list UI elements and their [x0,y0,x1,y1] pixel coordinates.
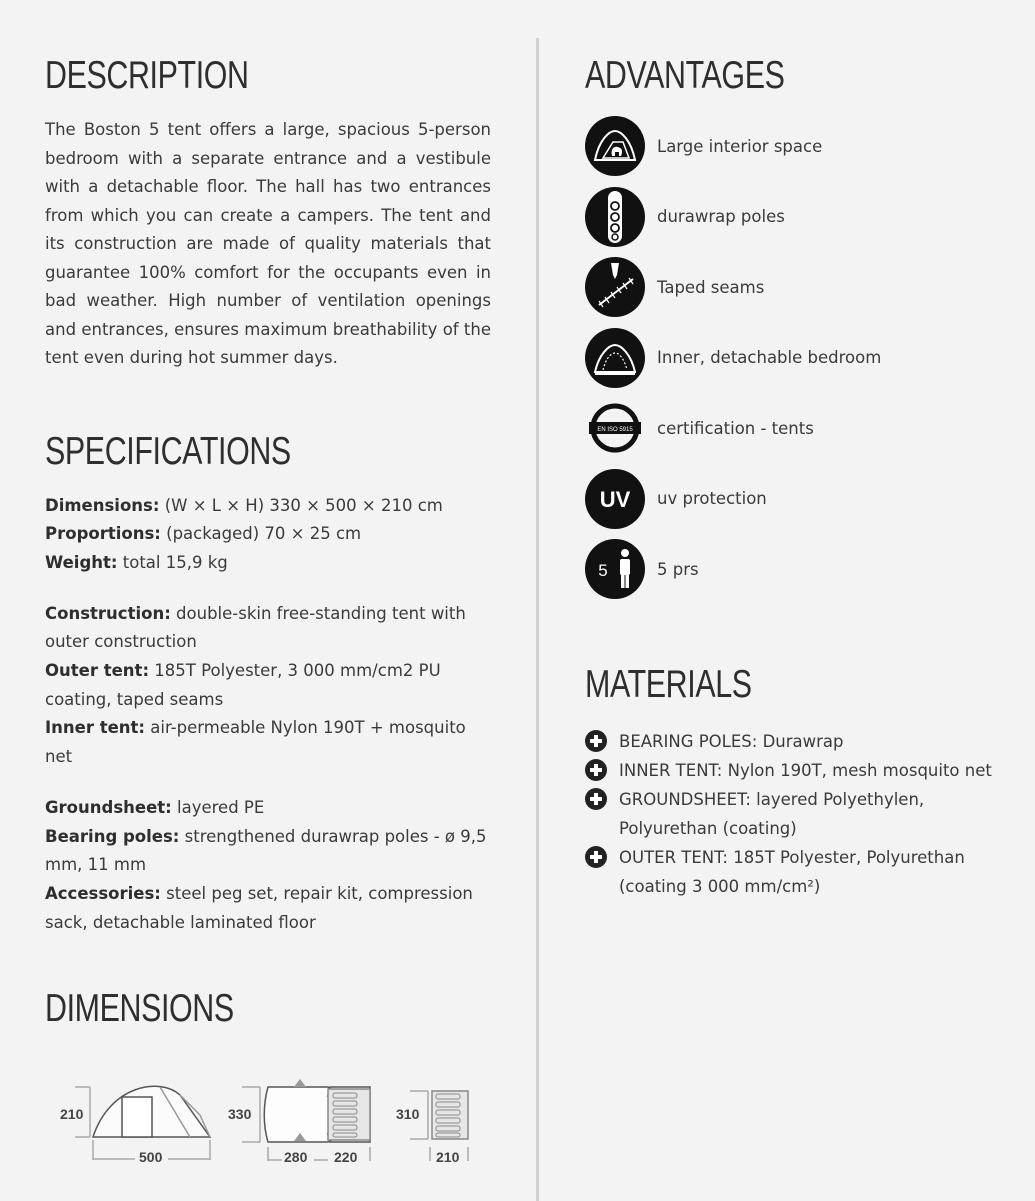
material-text: INNER TENT: Nylon 190T, mesh mosquito net [619,761,992,780]
advantage-item [585,539,1025,599]
uv-badge-text: UV [599,486,631,512]
advantage-item [585,187,1025,247]
material-item [585,843,1025,901]
spec-bearing-poles: Bearing poles: strengthened durawrap poles - ø 9,5 mm, 11 mm [45,826,487,875]
spec-construction: Construction: double-skin free-standing tent with outer construction [45,603,466,652]
column-divider [536,38,539,1201]
side-height-label: 210 [60,1106,84,1122]
tent-dimensions-drawing [50,1075,480,1170]
advantages-section [585,50,1025,599]
durawrap-poles-icon [585,187,645,247]
bed-width-label: 310 [396,1106,420,1122]
spec-group-construction [45,600,491,772]
description-heading: DESCRIPTION [45,54,249,97]
inner-bedroom-icon [585,328,645,388]
advantage-label: Inner, detachable bedroom [657,348,882,367]
material-item [585,785,1025,843]
persons-icon [585,539,645,599]
advantage-item [585,398,1025,458]
uv-protection-icon [585,469,645,529]
certification-badge-text: EN ISO 5915 [597,427,633,433]
spec-group-accessories [45,794,491,938]
advantage-label: durawrap poles [657,207,785,226]
material-text: GROUNDSHEET: layered Polyethylen, Polyurethan (coating) [619,790,925,838]
materials-heading: MATERIALS [585,663,752,706]
specifications-list [45,492,491,938]
plus-circle-icon [585,759,607,781]
left-column [45,50,491,1035]
advantage-item [585,328,1025,388]
top-vestibule-label: 280 [284,1149,308,1165]
entrance-top-arrow [294,1079,306,1087]
spec-dimensions: Dimensions: (W × L × H) 330 × 500 × 210 cm [45,495,443,515]
advantage-label: uv protection [657,489,767,508]
advantage-label: certification - tents [657,418,814,438]
dimensions-section [45,983,491,1035]
spec-outer-tent: Outer tent: 185T Polyester, 3 000 mm/cm2 PU coating, taped seams [45,661,441,709]
top-bedroom-label: 220 [334,1149,358,1165]
spec-accessories: Accessories: steel peg set, repair kit, compression sack, detachable laminated floor [45,883,473,932]
description-text: The Boston 5 tent offers a large, spacious 5-person bedroom with a separate entrance and a vestibule with a detachable floor. The hall has two entrances from which you can create a campers. The tent and its construction are made of quality materials that guarantee 100% comfort for the occupants even in bad weather. High number of ventilation openings and entrances, ensures maximum breathability of the tent even during hot summer days. [45,120,491,367]
right-column [585,50,1025,901]
spec-inner-tent: Inner tent: air-permeable Nylon 190T + mosquito net [45,718,466,767]
side-length-label: 500 [139,1149,163,1165]
advantage-item [585,116,1025,176]
taped-seams-icon [585,257,645,317]
spec-proportions: Proportions: (packaged) 70 × 25 cm [45,524,362,544]
advantage-item [585,469,1025,529]
bed-length-label: 210 [436,1149,460,1165]
certification-icon [585,398,645,458]
plus-circle-icon [585,846,607,868]
materials-section [585,659,1025,901]
specifications-heading: SPECIFICATIONS [45,429,291,473]
dimensions-heading: DIMENSIONS [45,987,234,1031]
advantages-heading: ADVANTAGES [585,54,785,97]
material-text: OUTER TENT: 185T Polyester, Polyurethan (coating 3 000 mm/cm²) [619,848,965,896]
spec-weight: Weight: total 15,9 kg [45,552,228,572]
specifications-section [45,426,491,938]
advantage-label: Taped seams [657,277,765,297]
material-item [585,756,1025,785]
persons-badge-text: 5 [598,561,608,580]
plus-circle-icon [585,730,607,752]
plus-circle-icon [585,788,607,810]
material-item [585,727,1025,756]
spec-group-size [45,492,491,578]
advantage-item [585,257,1025,317]
advantage-label: Large interior space [657,136,823,156]
advantages-list [585,116,1025,599]
top-width-label: 330 [228,1106,252,1122]
spec-groundsheet: Groundsheet: layered PE [45,797,265,817]
description-section [45,50,491,373]
materials-list [585,727,1025,901]
large-interior-icon [585,116,645,176]
advantage-label: 5 prs [657,559,699,579]
material-text: BEARING POLES: Durawrap [619,732,844,751]
